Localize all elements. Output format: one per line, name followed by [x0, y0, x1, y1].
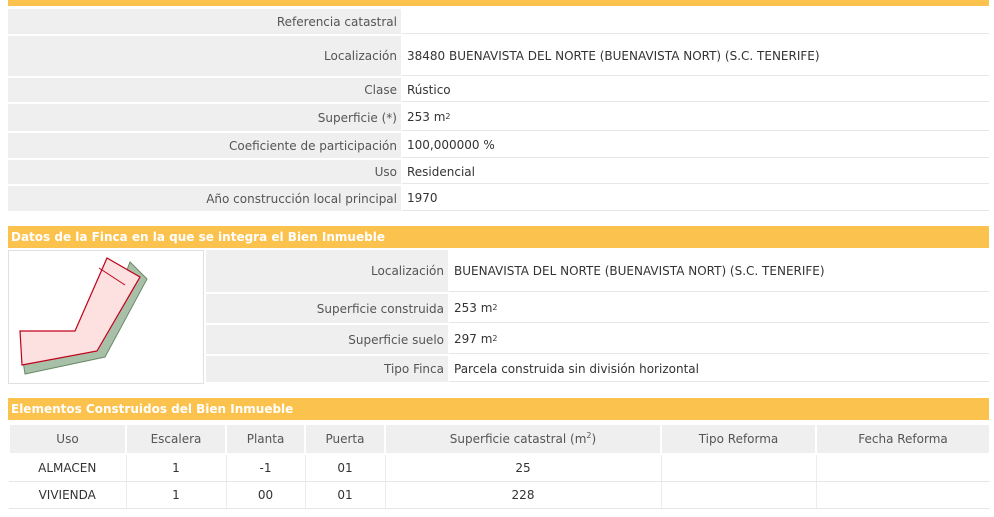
cell-planta: 00	[226, 482, 305, 509]
value-superficie-construida: 253 m 2	[448, 294, 989, 323]
cell-planta: -1	[226, 454, 305, 482]
value-coeficiente: 100,000000 %	[401, 133, 989, 158]
cell-uso: ALMACEN	[9, 454, 126, 482]
header-superficie-close: )	[591, 432, 597, 446]
superficie-construida-value: 253 m	[454, 301, 493, 315]
header-escalera: Escalera	[126, 424, 226, 454]
parcel-map-svg	[9, 251, 203, 383]
row-clase	[8, 78, 989, 104]
header-fecha-reforma: Fecha Reforma	[816, 424, 990, 454]
cell-puerta: 01	[305, 454, 385, 482]
cell-tipo-reforma	[661, 482, 816, 509]
header-uso: Uso	[9, 424, 126, 454]
row-finca-localizacion	[206, 250, 989, 294]
row-tipo-finca	[206, 356, 989, 384]
row-coeficiente	[8, 133, 989, 160]
value-superficie-suelo: 297 m 2	[448, 325, 989, 354]
cell-superficie: 228	[385, 482, 661, 509]
value-uso: Residencial	[401, 160, 989, 184]
section-header-finca: Datos de la Finca en la que se integra el Bien Inmueble	[8, 226, 989, 248]
section-header-elementos: Elementos Construidos del Bien Inmueble	[8, 398, 989, 420]
label-ano-construccion: Año construcción local principal	[8, 186, 401, 211]
label-superficie-construida: Superficie construida	[206, 294, 448, 323]
table-row	[9, 482, 990, 509]
label-clase: Clase	[8, 78, 401, 102]
header-puerta: Puerta	[305, 424, 385, 454]
header-tipo-reforma: Tipo Reforma	[661, 424, 816, 454]
header-planta: Planta	[226, 424, 305, 454]
cell-puerta: 01	[305, 482, 385, 509]
value-finca-localizacion	[448, 250, 989, 292]
cell-superficie: 25	[385, 454, 661, 482]
value-localizacion	[401, 36, 989, 76]
cell-escalera: 1	[126, 454, 226, 482]
row-ano-construccion	[8, 186, 989, 213]
row-referencia-catastral	[8, 9, 989, 36]
value-ano-construccion: 1970	[401, 186, 989, 211]
value-tipo-finca: Parcela construida sin división horizontal	[448, 356, 989, 382]
label-finca-localizacion: Localización	[206, 250, 448, 292]
table-header-row	[9, 424, 990, 454]
header-superficie-sup: 2	[586, 431, 592, 440]
row-superficie-construida	[206, 294, 989, 325]
label-superficie-suelo: Superficie suelo	[206, 325, 448, 354]
label-referencia-catastral: Referencia catastral	[8, 9, 401, 34]
label-localizacion: Localización	[8, 36, 401, 76]
label-coeficiente: Coeficiente de participación	[8, 133, 401, 158]
superficie-suelo-value: 297 m	[454, 332, 493, 346]
label-tipo-finca: Tipo Finca	[206, 356, 448, 382]
value-referencia-catastral	[401, 9, 989, 34]
cell-fecha-reforma	[816, 454, 990, 482]
elementos-table	[8, 423, 991, 509]
row-localizacion	[8, 36, 989, 78]
row-superficie	[8, 104, 989, 133]
superficie-value: 253 m	[407, 110, 446, 124]
cell-uso: VIVIENDA	[9, 482, 126, 509]
table-row	[9, 454, 990, 482]
row-uso	[8, 160, 989, 186]
label-superficie: Superficie (*)	[8, 104, 401, 131]
finca-parcel-map[interactable]	[8, 250, 204, 384]
header-superficie-text: Superficie catastral (m	[449, 432, 587, 446]
finca-localizacion-city: BUENAVISTA DEL NORTE (BUENAVISTA NORT) (S.C. TENERIFE)	[454, 263, 825, 278]
header-superficie-catastral	[385, 424, 661, 454]
value-superficie: 253 m 2	[401, 104, 989, 131]
localizacion-city: 38480 BUENAVISTA DEL NORTE (BUENAVISTA NORT) (S.C. TENERIFE)	[407, 48, 820, 63]
label-uso: Uso	[8, 160, 401, 184]
cell-tipo-reforma	[661, 454, 816, 482]
cell-fecha-reforma	[816, 482, 990, 509]
cell-escalera: 1	[126, 482, 226, 509]
value-clase: Rústico	[401, 78, 989, 102]
row-superficie-suelo	[206, 325, 989, 356]
top-accent-bar	[8, 0, 989, 6]
